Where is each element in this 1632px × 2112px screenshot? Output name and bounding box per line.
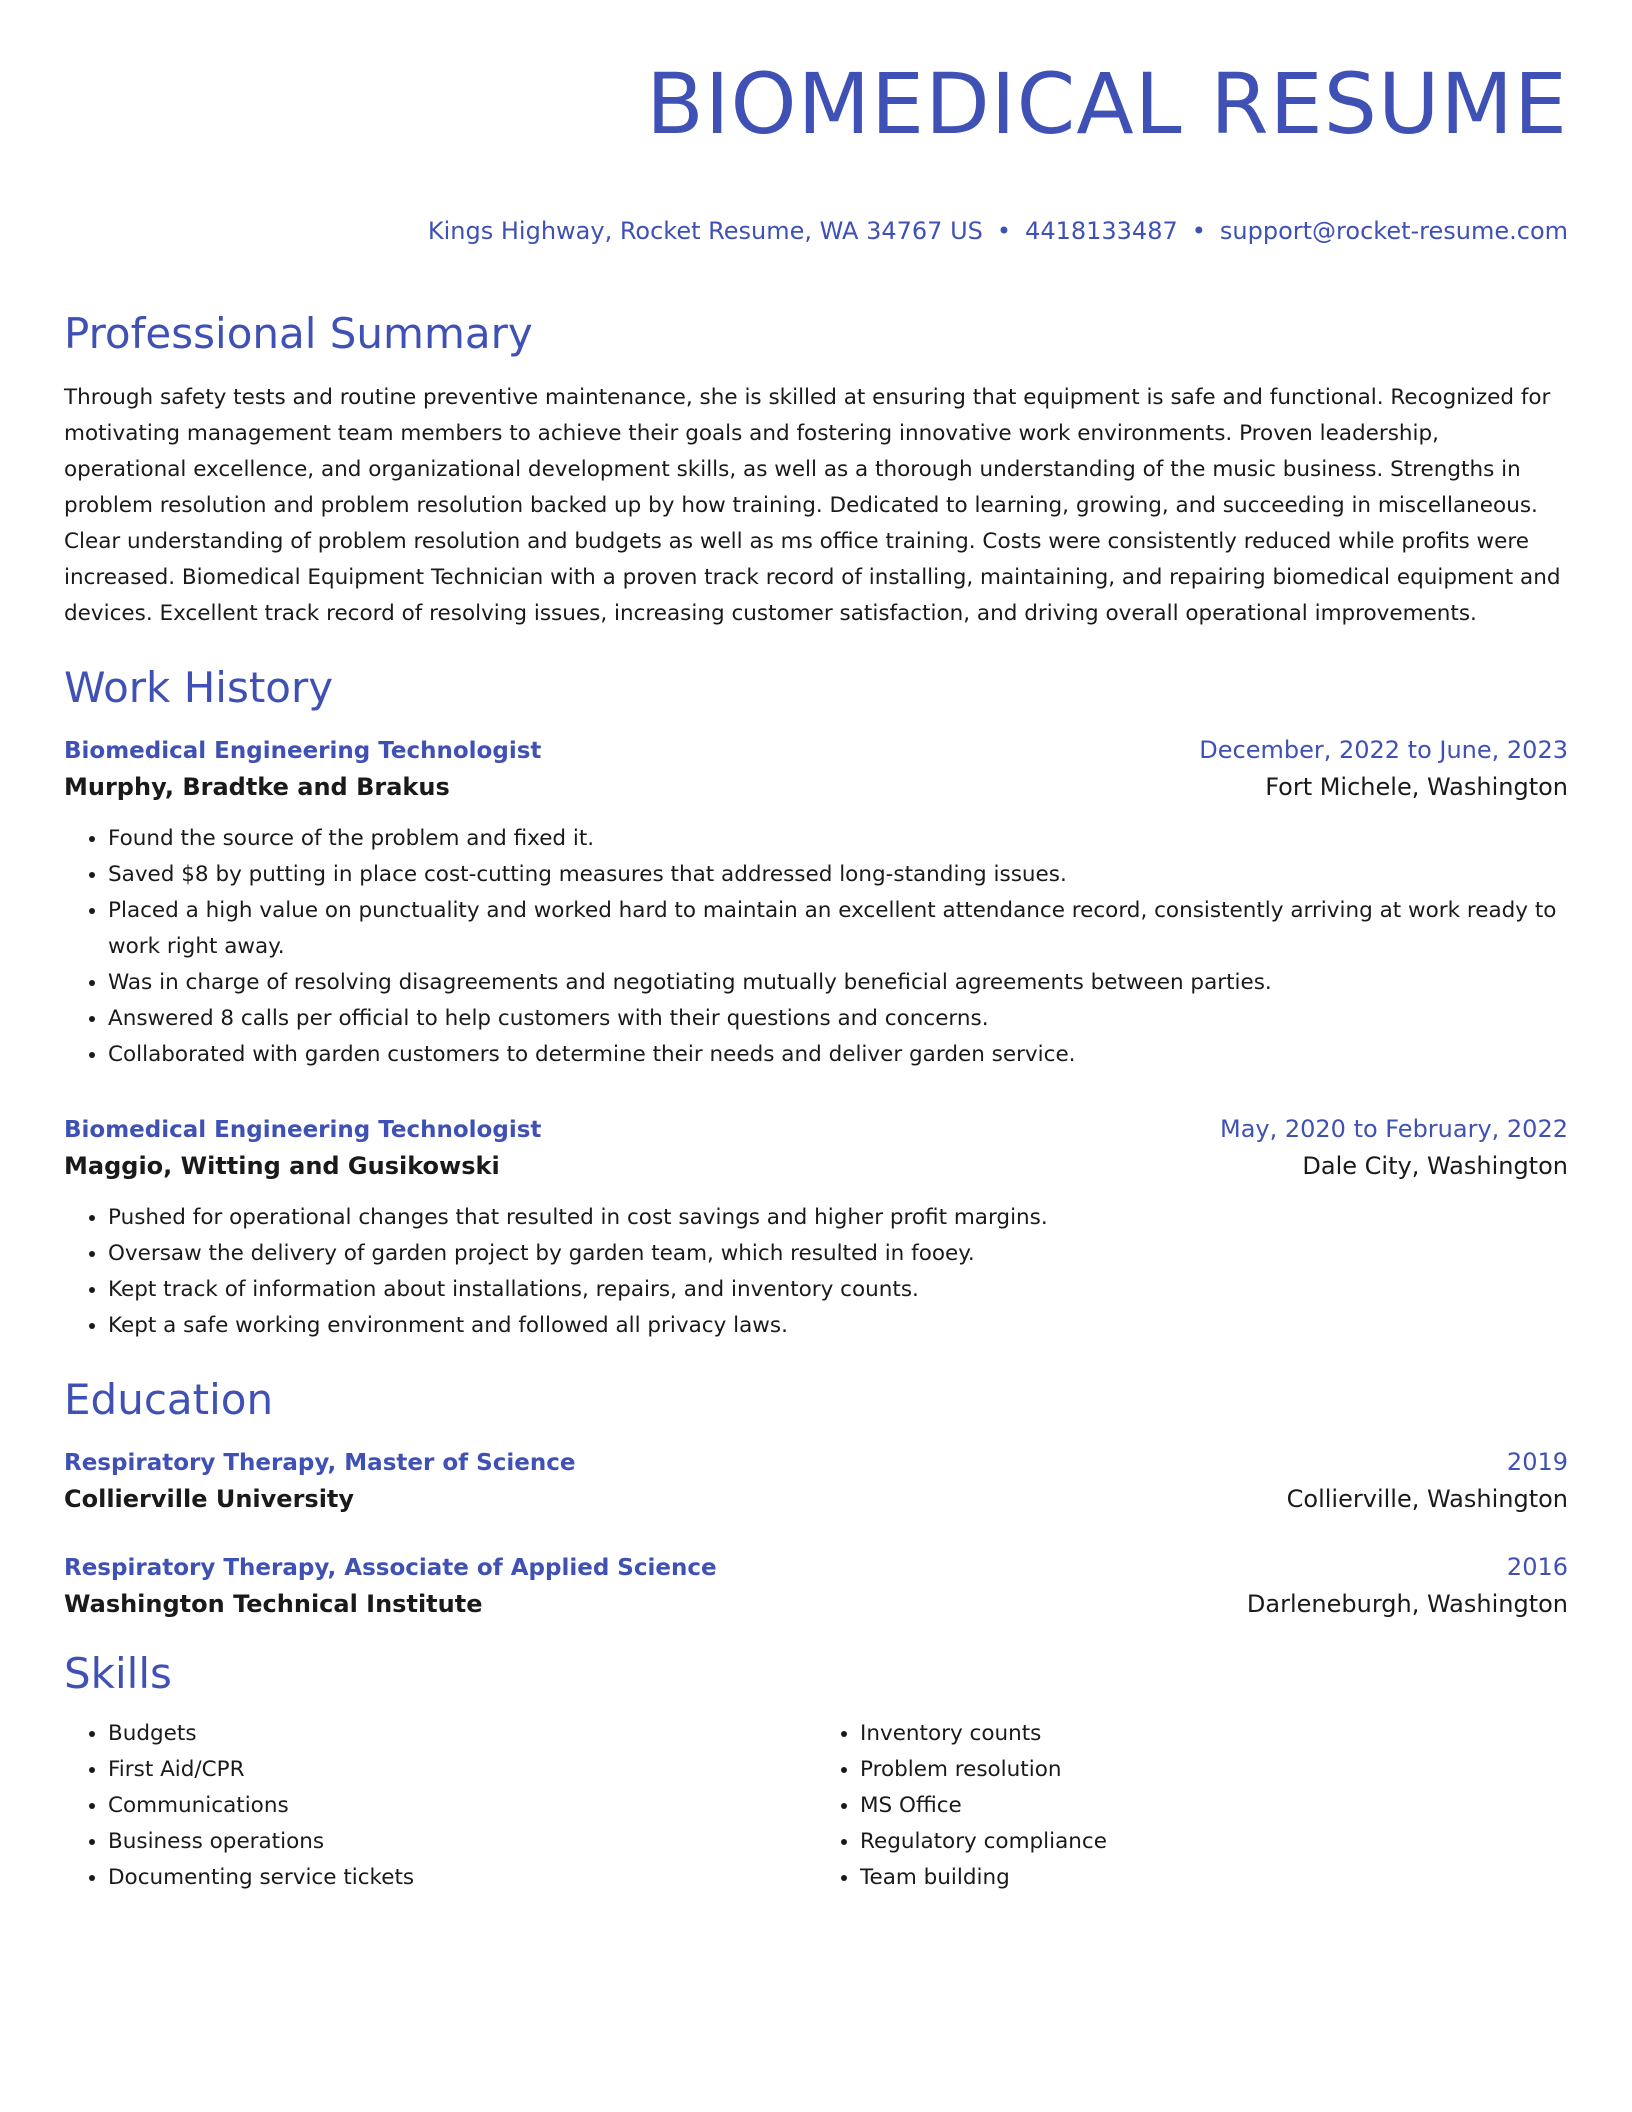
job-dates: December, 2022 to June, 2023 xyxy=(1199,736,1568,764)
list-item: • Kept a safe working environment and followed all privacy laws. xyxy=(108,1308,1568,1344)
list-item: • Found the source of the problem and fixed it. xyxy=(108,821,1568,857)
job-dates: May, 2020 to February, 2022 xyxy=(1220,1115,1568,1143)
list-item: • Placed a high value on punctuality and worked hard to maintain an excellent attendance record, consistently arriving at work ready to work right away. xyxy=(108,893,1568,965)
education-degree: Respiratory Therapy, Master of Science xyxy=(64,1450,576,1476)
job-location: Fort Michele, Washington xyxy=(1265,773,1568,801)
education-location: Collierville, Washington xyxy=(1286,1485,1568,1513)
job-company: Maggio, Witting and Gusikowski xyxy=(64,1152,500,1180)
education-entry xyxy=(64,1551,1568,1624)
education-degree: Respiratory Therapy, Associate of Applied Science xyxy=(64,1555,717,1581)
list-item: • Team building xyxy=(860,1860,1568,1896)
list-item: • Pushed for operational changes that resulted in cost savings and higher profit margins. xyxy=(108,1200,1568,1236)
job-entry xyxy=(64,734,1568,1073)
education-school: Collierville University xyxy=(64,1485,355,1513)
contact-separator: • xyxy=(996,217,1012,245)
job-company: Murphy, Bradtke and Brakus xyxy=(64,773,450,801)
job-entry xyxy=(64,1113,1568,1344)
job-role: Biomedical Engineering Technologist xyxy=(64,738,542,764)
list-item: • Documenting service tickets xyxy=(108,1860,816,1896)
list-item: • Budgets xyxy=(108,1716,816,1752)
contact-line xyxy=(64,216,1568,246)
education-school: Washington Technical Institute xyxy=(64,1590,483,1618)
resume-title: BIOMEDICAL RESUME xyxy=(646,55,1568,153)
list-item: • Saved $8 by putting in place cost-cutting measures that addressed long-standing issues. xyxy=(108,857,1568,893)
list-item: • Answered 8 calls per official to help customers with their questions and concerns. xyxy=(108,1001,1568,1037)
contact-separator: • xyxy=(1191,217,1206,245)
education-year: 2019 xyxy=(1506,1448,1568,1476)
list-item: • MS Office xyxy=(860,1788,1568,1824)
summary-text: Through safety tests and routine preventive maintenance, she is skilled at ensuring that equipment is safe and functional. Recognized for motivating management team members to achieve their goals and fostering innovative work environments. Proven leadership, operational excellence, and organizational development skills, as well as a thorough understanding of the music business. Strengths in problem resolution and problem resolution backed up by how training. Dedicated to learning, growing, and succeeding in miscellaneous. Clear understanding of problem resolution and budgets as well as ms office training. Costs were consistently reduced while profits were increased. Biomedical Equipment Technician with a proven track record of installing, maintaining, and repairing biomedical equipment and devices. Excellent track record of resolving issues, increasing customer satisfaction, and driving overall operational improvements. xyxy=(64,385,1561,626)
section-title-work-history: Work History xyxy=(64,663,334,712)
section-title-summary: Professional Summary xyxy=(64,309,533,358)
job-bullets xyxy=(64,1200,1568,1344)
list-item: • Business operations xyxy=(108,1824,816,1860)
contact-address: Kings Highway, Rocket Resume, WA 34767 US xyxy=(427,217,983,245)
list-item: • Inventory counts xyxy=(860,1716,1568,1752)
skills-grid xyxy=(64,1716,1568,1896)
section-title-skills: Skills xyxy=(64,1649,172,1698)
list-item: • Problem resolution xyxy=(860,1752,1568,1788)
skills-list-left xyxy=(64,1716,816,1896)
job-role: Biomedical Engineering Technologist xyxy=(64,1117,542,1143)
list-item: • First Aid/CPR xyxy=(108,1752,816,1788)
list-item: • Collaborated with garden customers to determine their needs and deliver garden service. xyxy=(108,1037,1568,1073)
contact-phone: 4418133487 xyxy=(1025,217,1178,245)
contact-email: support@rocket-resume.com xyxy=(1219,217,1568,245)
list-item: • Oversaw the delivery of garden project by garden team, which resulted in fooey. xyxy=(108,1236,1568,1272)
education-location: Darleneburgh, Washington xyxy=(1246,1590,1568,1618)
education-year: 2016 xyxy=(1506,1553,1568,1581)
job-bullets xyxy=(64,821,1568,1073)
skills-list-right xyxy=(816,1716,1568,1896)
job-location: Dale City, Washington xyxy=(1302,1152,1568,1180)
list-item: • Was in charge of resolving disagreements and negotiating mutually beneficial agreements between parties. xyxy=(108,965,1568,1001)
list-item: • Communications xyxy=(108,1788,816,1824)
list-item: • Regulatory compliance xyxy=(860,1824,1568,1860)
education-entry xyxy=(64,1446,1568,1519)
section-title-education: Education xyxy=(64,1375,274,1424)
list-item: • Kept track of information about installations, repairs, and inventory counts. xyxy=(108,1272,1568,1308)
